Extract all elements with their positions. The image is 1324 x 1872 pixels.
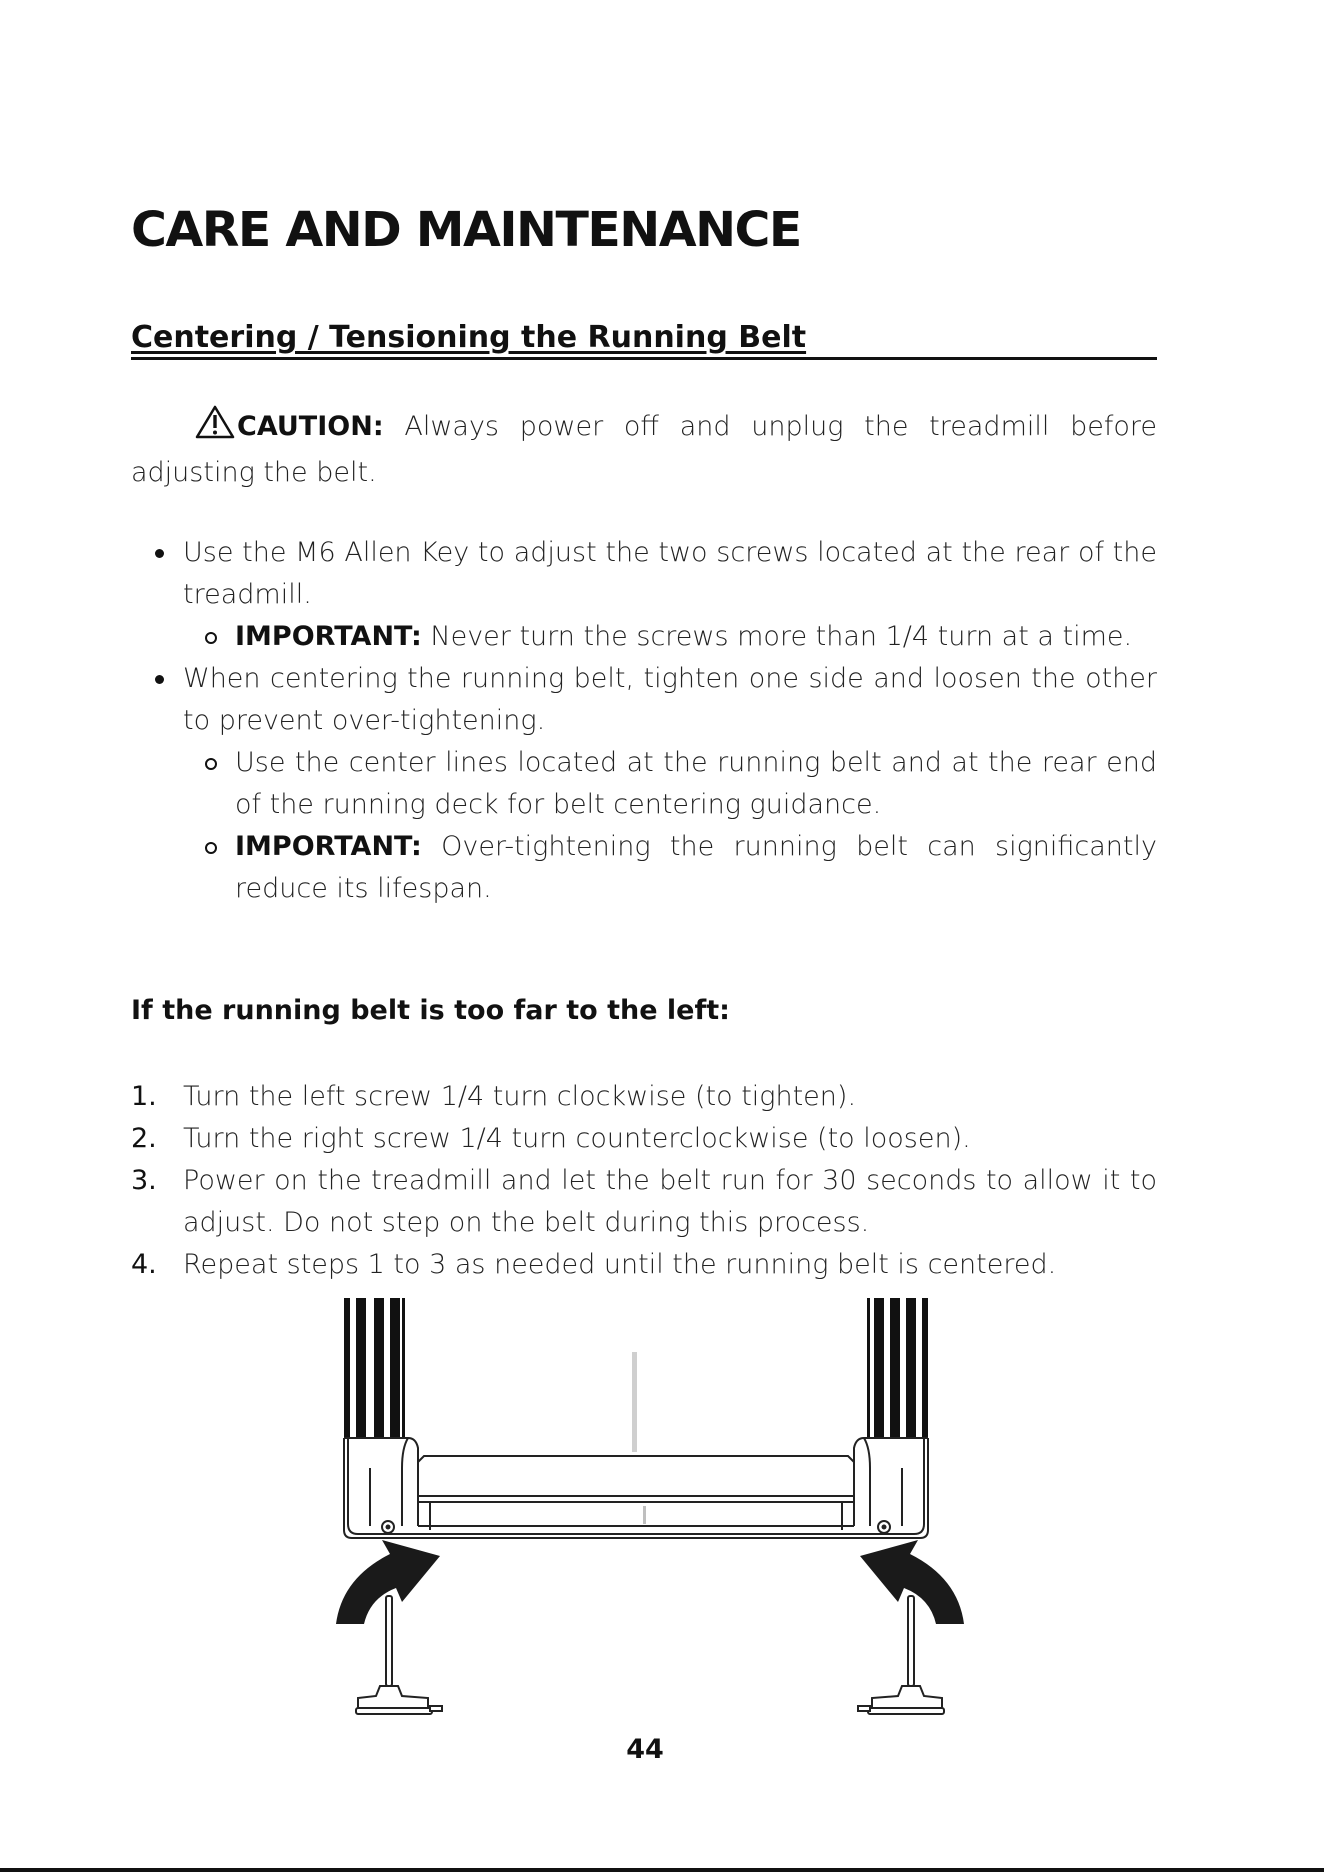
step-text: Power on the treadmill and let the belt run for 30 seconds to allow it to adjust. Do not step on the belt during this process. xyxy=(183,1165,1157,1238)
sub-bullet-text: Over-tightening the running belt can significantly reduce its lifespan. xyxy=(235,831,1157,904)
step-text: Repeat steps 1 to 3 as needed until the running belt is centered. xyxy=(183,1249,1057,1280)
step-text: Turn the right screw 1/4 turn counterclockwise (to loosen). xyxy=(183,1123,971,1154)
step-item xyxy=(131,1160,1157,1244)
bullet-item xyxy=(131,532,1157,658)
step-number: 2. xyxy=(131,1123,157,1154)
right-allen-key-icon xyxy=(858,1596,944,1714)
sub-bullet-text: Use the center lines located at the running belt and at the rear end of the running deck for belt centering guidance. xyxy=(235,747,1157,820)
caution-label: CAUTION: xyxy=(237,411,384,442)
adjustment-steps-list xyxy=(131,1076,1157,1286)
sub-bullet-text: Never turn the screws more than 1/4 turn at a time. xyxy=(421,621,1133,652)
step-item xyxy=(131,1118,1157,1160)
left-rail-stripes xyxy=(344,1298,405,1438)
page-title: CARE AND MAINTENANCE xyxy=(131,202,801,258)
section-heading-text: Centering / Tensioning the Running Belt xyxy=(131,320,807,355)
step-number: 3. xyxy=(131,1165,157,1196)
step-item xyxy=(131,1244,1157,1286)
important-label: IMPORTANT: xyxy=(235,621,422,652)
sub-bullet-list xyxy=(183,616,1157,658)
sub-bullet-item xyxy=(183,616,1157,658)
bullet-item xyxy=(131,658,1157,910)
deck-center-line xyxy=(643,1506,646,1524)
left-screw-head xyxy=(386,1525,391,1530)
rear-deck-frame xyxy=(344,1438,928,1538)
warning-icon xyxy=(163,405,235,452)
step-item xyxy=(131,1076,1157,1118)
page-number: 44 xyxy=(626,1734,664,1765)
sub-bullet-list xyxy=(183,742,1157,910)
sub-bullet-item xyxy=(183,826,1157,910)
sub-bullet-item xyxy=(183,742,1157,826)
step-number: 4. xyxy=(131,1249,157,1280)
treadmill-rear-diagram xyxy=(330,1298,970,1723)
bullet-text: When centering the running belt, tighten one side and loosen the other to prevent over-tightening. xyxy=(183,663,1157,736)
belt-center-line xyxy=(632,1352,637,1452)
caution-text: Always power off and unplug the treadmill before adjusting the belt. xyxy=(131,411,1157,488)
important-label: IMPORTANT: xyxy=(235,831,422,862)
step-text: Turn the left screw 1/4 turn clockwise (to tighten). xyxy=(183,1081,857,1112)
instructions-bullet-list xyxy=(131,532,1157,910)
left-allen-key-icon xyxy=(356,1596,442,1714)
right-screw-head xyxy=(882,1525,887,1530)
step-number: 1. xyxy=(131,1081,157,1112)
section-heading xyxy=(131,320,1157,360)
left-belt-heading: If the running belt is too far to the left: xyxy=(131,995,730,1026)
caution-paragraph xyxy=(131,405,1157,494)
right-rail-stripes xyxy=(867,1298,928,1438)
bottom-rule xyxy=(0,1868,1324,1872)
bullet-text: Use the M6 Allen Key to adjust the two screws located at the rear of the treadmill. xyxy=(183,537,1157,610)
